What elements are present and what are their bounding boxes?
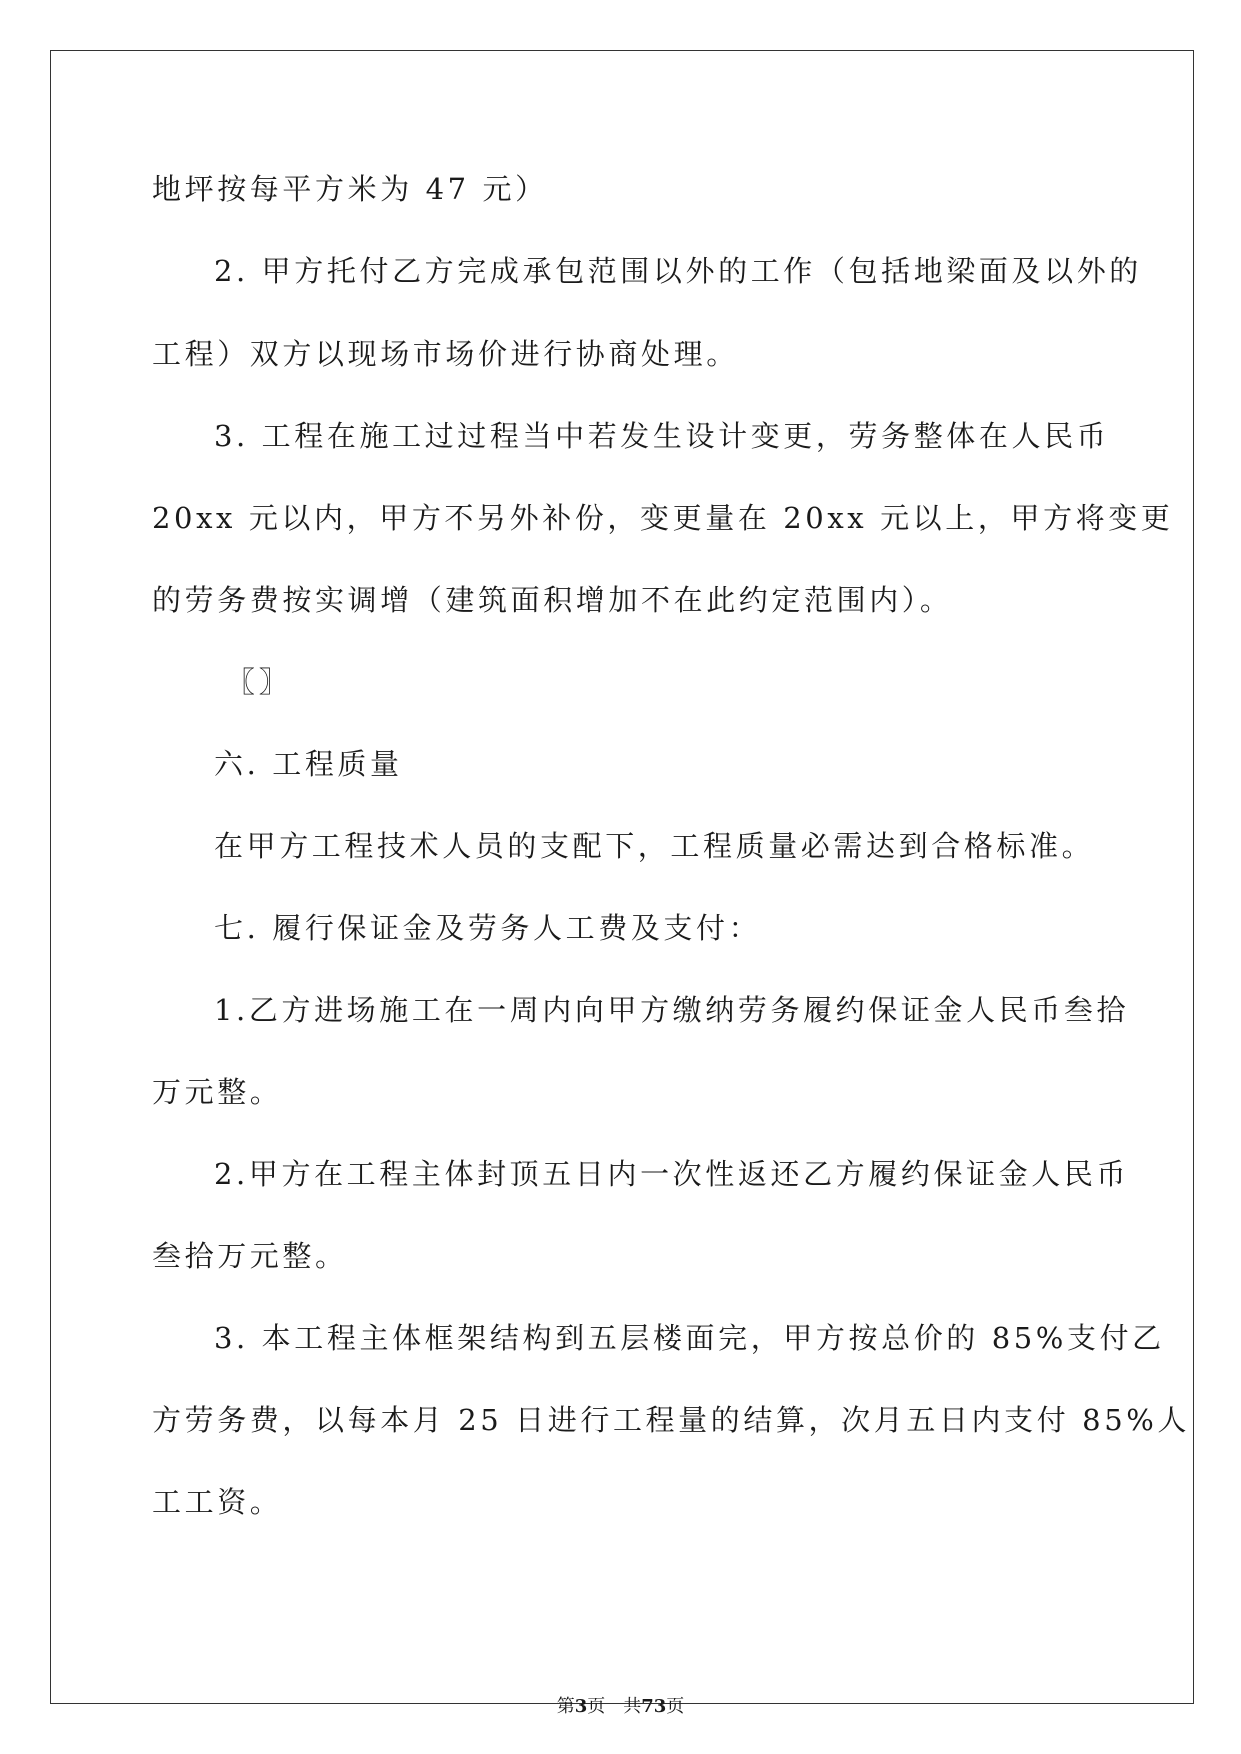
text-line-6: 的劳务费按实调增（建筑面积增加不在此约定范围内）。 [152, 583, 953, 617]
text-line-4: 3. 工程在施工过过程当中若发生设计变更，劳务整体在人民币 [214, 419, 1110, 453]
text-line-5: 20xx 元以内，甲方不另外补份，变更量在 20xx 元以上，甲方将变更 [152, 501, 1174, 535]
section-heading-quality: 六. 工程质量 [214, 747, 403, 781]
text-line-2: 2. 甲方托付乙方完成承包范围以外的工作（包括地梁面及以外的 [214, 254, 1142, 288]
text-line-12: 万元整。 [152, 1075, 283, 1109]
footer-total-pages: 73 [641, 1696, 667, 1717]
section-heading-deposit: 七. 履行保证金及劳务人工费及支付： [214, 911, 762, 945]
text-line-1: 地坪按每平方米为 47 元） [152, 172, 548, 206]
footer-suffix: 页 [666, 1696, 685, 1717]
footer-prefix: 第 [556, 1696, 575, 1717]
text-line-14: 叁拾万元整。 [152, 1239, 348, 1273]
text-line-13: 2.甲方在工程主体封顶五日内一次性返还乙方履约保证金人民币 [214, 1157, 1130, 1191]
text-line-16: 方劳务费，以每本月 25 日进行工程量的结算，次月五日内支付 85%人 [152, 1403, 1191, 1437]
text-line-17: 工工资。 [152, 1485, 283, 1519]
text-line-3: 工程）双方以现场市场价进行协商处理。 [152, 337, 739, 371]
footer-middle: 页 共 [587, 1696, 642, 1717]
page-footer [0, 1692, 1241, 1718]
text-line-7: 〖〗 [226, 665, 292, 699]
text-line-15: 3. 本工程主体框架结构到五层楼面完，甲方按总价的 85%支付乙 [214, 1321, 1165, 1355]
text-line-9: 在甲方工程技术人员的支配下，工程质量必需达到合格标准。 [214, 829, 1095, 863]
page-border [50, 50, 1194, 1704]
footer-page-number: 3 [574, 1696, 588, 1717]
text-line-11: 1.乙方进场施工在一周内向甲方缴纳劳务履约保证金人民币叁拾 [214, 993, 1130, 1027]
